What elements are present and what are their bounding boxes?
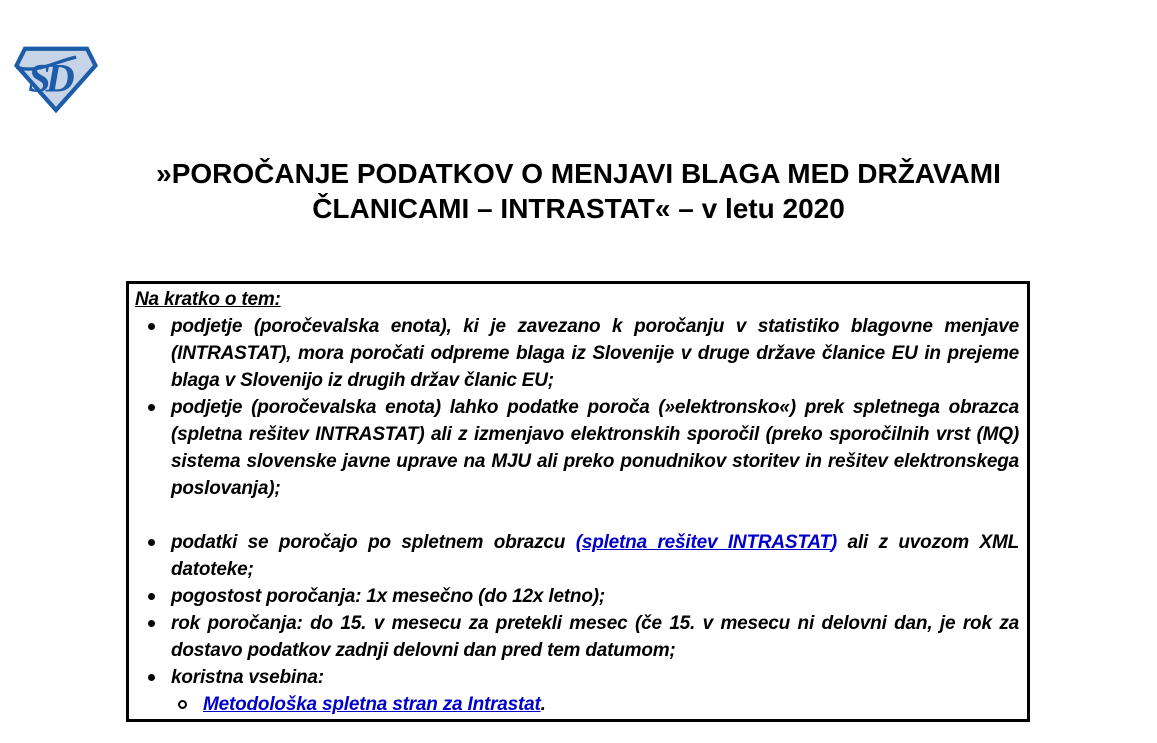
circle-bullet-marker — [178, 700, 187, 709]
disc-bullet-marker — [148, 674, 155, 681]
bullet-item — [135, 583, 1019, 610]
page-title — [0, 156, 1157, 226]
bullet-list — [135, 313, 1019, 718]
sub-bullet-item — [135, 691, 1019, 718]
sd-diamond-logo — [14, 42, 98, 116]
bullet-text: podatki se poročajo po spletnem obrazcu — [171, 532, 576, 553]
page-title-line-2: ČLANICAMI – INTRASTAT« – v letu 2020 — [312, 193, 845, 224]
bullet-text: podjetje (poročevalska enota), ki je zavezano k poročanju v statistiko blagovne menjave (INTRASTAT), mora poročati odpreme blaga iz Slovenije v druge države članice EU in prejeme blaga v Slovenijo iz drugih držav članic EU; — [171, 316, 1019, 391]
box-heading: Na kratko o tem: — [135, 289, 281, 310]
bullet-item — [135, 610, 1019, 664]
bullet-item — [135, 529, 1019, 583]
bullet-text: ali z uvozom XML datoteke; — [171, 532, 1019, 580]
bullet-text: podjetje (poročevalska enota) lahko podatke poroča (»elektronsko«) prek spletnega obrazca (spletna rešitev INTRASTAT) ali z izmenjavo elektronskih sporočil (preko sporočilnih vrst (MQ) sistema slovenske javne uprave na MJU ali preko ponudnikov storitev in rešitev elektronskega poslovanja); — [171, 397, 1019, 499]
disc-bullet-marker — [148, 323, 155, 330]
disc-bullet-marker — [148, 539, 155, 546]
bullet-item — [135, 313, 1019, 394]
logo-letters: SD — [28, 55, 70, 101]
bullet-item — [135, 394, 1019, 502]
intrastat-methodology-page-link[interactable]: Metodološka spletna stran za Intrastat — [203, 694, 541, 715]
bullet-text: koristna vsebina: — [171, 667, 324, 688]
disc-bullet-marker — [148, 620, 155, 627]
intrastat-web-solution-link[interactable]: spletna rešitev INTRASTAT — [581, 532, 831, 553]
bullet-item — [135, 664, 1019, 691]
bullet-text: ( — [575, 532, 582, 553]
disc-bullet-marker — [148, 593, 155, 600]
summary-box — [126, 281, 1030, 722]
sd-diamond-logo-icon — [14, 42, 98, 116]
bullet-text: . — [540, 694, 546, 715]
page-title-line-1: »POROČANJE PODATKOV O MENJAVI BLAGA MED DRŽAVAMI — [156, 158, 1001, 189]
disc-bullet-marker — [148, 404, 155, 411]
bullet-text: rok poročanja: do 15. v mesecu za pretekli mesec (če 15. v mesecu ni delovni dan, je rok za dostavo podatkov zadnji delovni dan pred tem datumom; — [171, 613, 1019, 661]
bullet-text: ) — [830, 532, 838, 553]
bullet-text: pogostost poročanja: 1x mesečno (do 12x letno); — [171, 586, 606, 607]
